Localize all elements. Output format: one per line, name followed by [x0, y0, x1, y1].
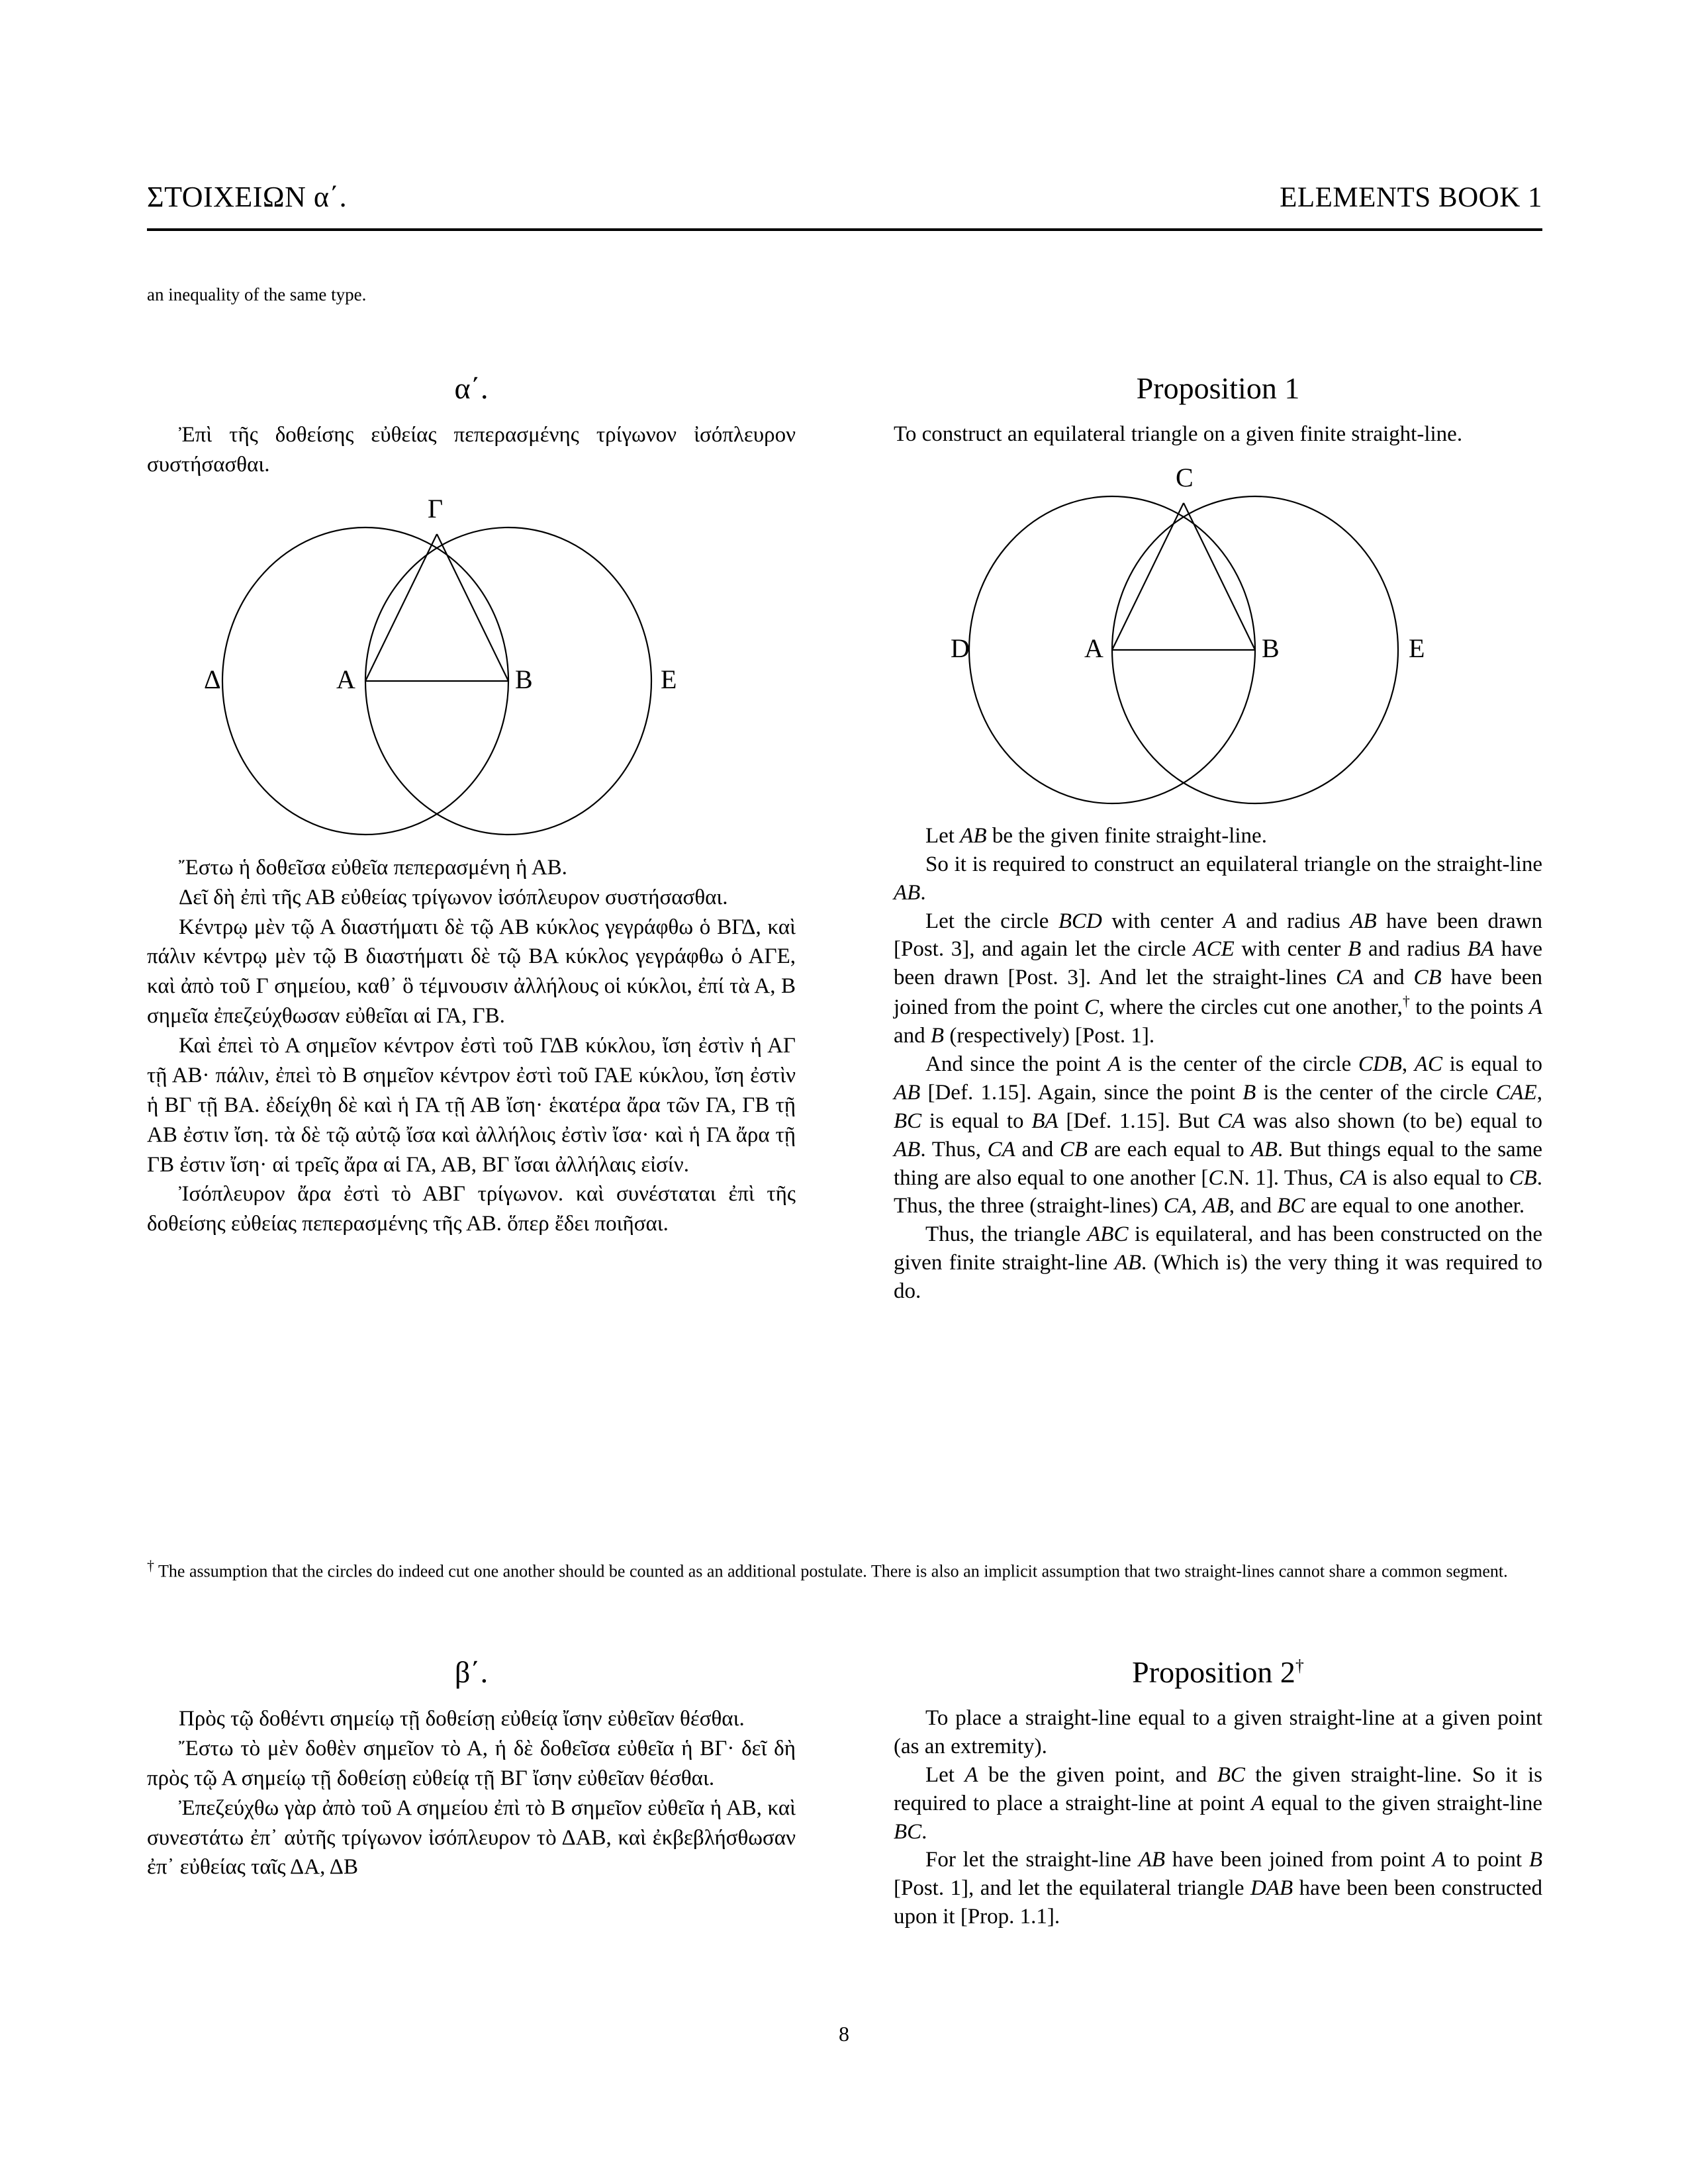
proposition-2-english-column — [894, 1655, 1542, 1931]
greek-paragraph: Ἐπεζεύχθω γὰρ ἀπὸ τοῦ Α σημείου ἐπὶ τὸ Β σημεῖον εὐθεῖα ἡ ΑΒ, καὶ συνεστάτω ἐπ᾽ αὐτῆς τρίγωνον ἰσόπλευρον τὸ ΔΑΒ, καὶ ἐκβεβλήσθωσαν ἐπ᾽ εὐθείας ταῖς ΔΑ, ΔΒ — [147, 1796, 796, 1880]
carryover-note: an inequality of the same type. — [147, 285, 367, 304]
proposition-1-english-column — [894, 371, 1542, 1306]
greek-figure-label-delta: Δ — [204, 664, 221, 694]
english-figure-equilateral-triangle — [894, 458, 1542, 815]
greek-paragraph: Ἔστω τὸ μὲν δοθὲν σημεῖον τὸ Α, ἡ δὲ δοθεῖσα εὐθεῖα ἡ ΒΓ· δεῖ δὴ πρὸς τῷ Α σημείῳ τῇ δοθείσῃ εὐθείᾳ τῇ ΒΓ ἴσην εὐθεῖαν θέσθαι. — [147, 1736, 796, 1790]
english-proposition-2-heading-label: Proposition 2 — [1132, 1655, 1295, 1689]
greek-paragraph: Ἰσόπλευρον ἄρα ἐστὶ τὸ ΑΒΓ τρίγωνον. καὶ συνέσταται ἐπὶ τῆς δοθείσης εὐθείας πεπερασμένης τῆς ΑΒ. ὅπερ ἔδει ποιῆσαι. — [147, 1182, 796, 1236]
segment-bc — [1184, 503, 1255, 650]
greek-figure-label-alpha: Α — [336, 664, 355, 694]
page-number: 8 — [839, 2022, 849, 2046]
greek-proposition-2-heading: β΄. — [454, 1655, 489, 1689]
english-proposition-heading: Proposition 1 — [1136, 371, 1300, 405]
greek-figure-label-epsilon: Ε — [661, 664, 677, 694]
english-paragraph: Let A be the given point, and BC the given straight-line. So it is required to place a straight-line at point A equal to the given straight-line BC. — [894, 1762, 1543, 1844]
english-paragraph: And since the point A is the center of the circle CDB, AC is equal to AB [Def. 1.15]. Again, since the point B is the center of the circle CAE, BC is equal to BA [Def. 1.15]. But CA was also shown (to be) equal to AB. Thus, CA and CB are each equal to AB. But things equal to the same thing are also equal to one another [C.N. 1]. Thus, CA is also equal to CB. Thus, the three (straight-lines) CA, AB, and BC are equal to one another. — [894, 1052, 1543, 1218]
greek-figure-label-beta: Β — [515, 664, 533, 694]
proposition-2-greek-column — [147, 1655, 796, 1882]
greek-paragraph: Πρὸς τῷ δοθέντι σημείῳ τῇ δοθείσῃ εὐθείᾳ ἴσην εὐθεῖαν θέσθαι. — [179, 1707, 745, 1731]
english-paragraph: To place a straight-line equal to a given straight-line at a given point (as an extremity). — [894, 1706, 1542, 1758]
greek-paragraph: Κέντρῳ μὲν τῷ Α διαστήματι δὲ τῷ ΑΒ κύκλος γεγράφθω ὁ ΒΓΔ, καὶ πάλιν κέντρῳ μὲν τῷ Β διαστήματι δὲ τῷ ΒΑ κύκλος γεγράφθω ὁ ΑΓΕ, καὶ ἀπὸ τοῦ Γ σημείου, καθ᾽ ὃ τέμνουσιν ἀλλήλους οἱ κύκλοι, ἐπί τὰ Α, Β σημεῖα ἐπεζεύχθωσαν εὐθεῖαι αἱ ΓΑ, ΓΒ. — [147, 915, 796, 1028]
greek-figure-label-gamma: Γ — [428, 493, 444, 523]
proposition-1-greek-column — [147, 371, 796, 1239]
footnote-marker-icon: † — [147, 1557, 154, 1574]
footnote — [147, 1555, 1542, 1584]
greek-paragraph: Καὶ ἐπεὶ τὸ Α σημεῖον κέντρον ἐστὶ τοῦ ΓΔΒ κύκλου, ἴση ἐστὶν ἡ ΑΓ τῇ ΑΒ· πάλιν, ἐπεὶ τὸ Β σημεῖον κέντρον ἐστὶ τοῦ ΓΑΕ κύκλου, ἴση ἐστὶν ἡ ΒΓ τῇ ΒΑ. ἐδείχθη δὲ καὶ ἡ ΓΑ τῇ ΑΒ ἴση· ἑκατέρα ἄρα τῶν ΓΑ, ΓΒ τῇ ΑΒ ἐστιν ἴση. τὰ δὲ τῷ αὐτῷ ἴσα καὶ ἀλλήλοις ἐστὶν ἴσα· καὶ ἡ ΓΑ ἄρα τῇ ΓΒ ἐστιν ἴση· αἱ τρεῖς ἄρα αἱ ΓΑ, ΑΒ, ΒΓ ἴσαι ἀλλήλαις εἰσίν. — [147, 1034, 796, 1177]
greek-statement: Ἐπὶ τῆς δοθείσης εὐθείας πεπερασμένης τρίγωνον ἰσόπλευρον συστήσασθαι. — [147, 423, 796, 477]
english-figure-label-a: A — [1084, 633, 1103, 663]
greek-proposition-heading: α΄. — [454, 371, 489, 405]
header-greek-title: ΣΤΟΙΧΕΙΩΝ α΄. — [147, 181, 348, 213]
greek-figure-equilateral-triangle — [147, 489, 796, 846]
running-header — [147, 180, 1542, 214]
footnote-text: The assumption that the circles do indeed cut one another should be counted as an additional postulate. There is also an implicit assumption that two straight-lines cannot share a common segment. — [158, 1561, 1508, 1581]
segment-ac — [1112, 503, 1184, 650]
header-rule — [147, 228, 1542, 231]
greek-figure-svg — [147, 489, 796, 846]
english-figure-label-b: B — [1262, 633, 1280, 663]
english-figure-label-e: E — [1409, 633, 1425, 663]
english-paragraph: So it is required to construct an equilateral triangle on the straight-line AB. — [894, 852, 1542, 905]
english-figure-label-c: C — [1176, 462, 1194, 492]
english-paragraph: Thus, the triangle ABC is equilateral, and has been constructed on the given finite straight-line AB. (Which is) the very thing it was required to do. — [894, 1222, 1543, 1304]
english-figure-svg — [894, 458, 1542, 815]
english-paragraph: For let the straight-line AB have been joined from point A to point B [Post. 1], and let the equilateral triangle DAB have been been constructed upon it [Prop. 1.1]. — [894, 1848, 1543, 1929]
english-proposition-2-heading — [894, 1655, 1542, 1690]
segment-b-gamma — [437, 534, 508, 681]
greek-paragraph: Δεῖ δὴ ἐπὶ τῆς ΑΒ εὐθείας τρίγωνον ἰσόπλευρον συστήσασθαι. — [179, 885, 728, 909]
header-english-title: ELEMENTS BOOK 1 — [1280, 182, 1542, 213]
english-paragraph: Let AB be the given finite straight-line. — [925, 823, 1267, 848]
english-paragraph: Let the circle BCD with center A and radius AB have been drawn [Post. 3], and again let the circle ACE with center B and radius BA have been drawn [Post. 3]. And let the straight-lines CA and CB have been joined from the point C, where the circles cut one another,† to the points A and B (respectively) [Post. 1]. — [894, 909, 1543, 1048]
english-figure-label-d: D — [951, 633, 970, 663]
segment-a-gamma — [365, 534, 437, 681]
english-statement: To construct an equilateral triangle on a given finite straight-line. — [894, 422, 1463, 446]
english-proposition-2-footnote-marker-icon: † — [1295, 1656, 1304, 1676]
greek-paragraph: Ἔστω ἡ δοθεῖσα εὐθεῖα πεπερασμένη ἡ ΑΒ. — [179, 855, 567, 880]
